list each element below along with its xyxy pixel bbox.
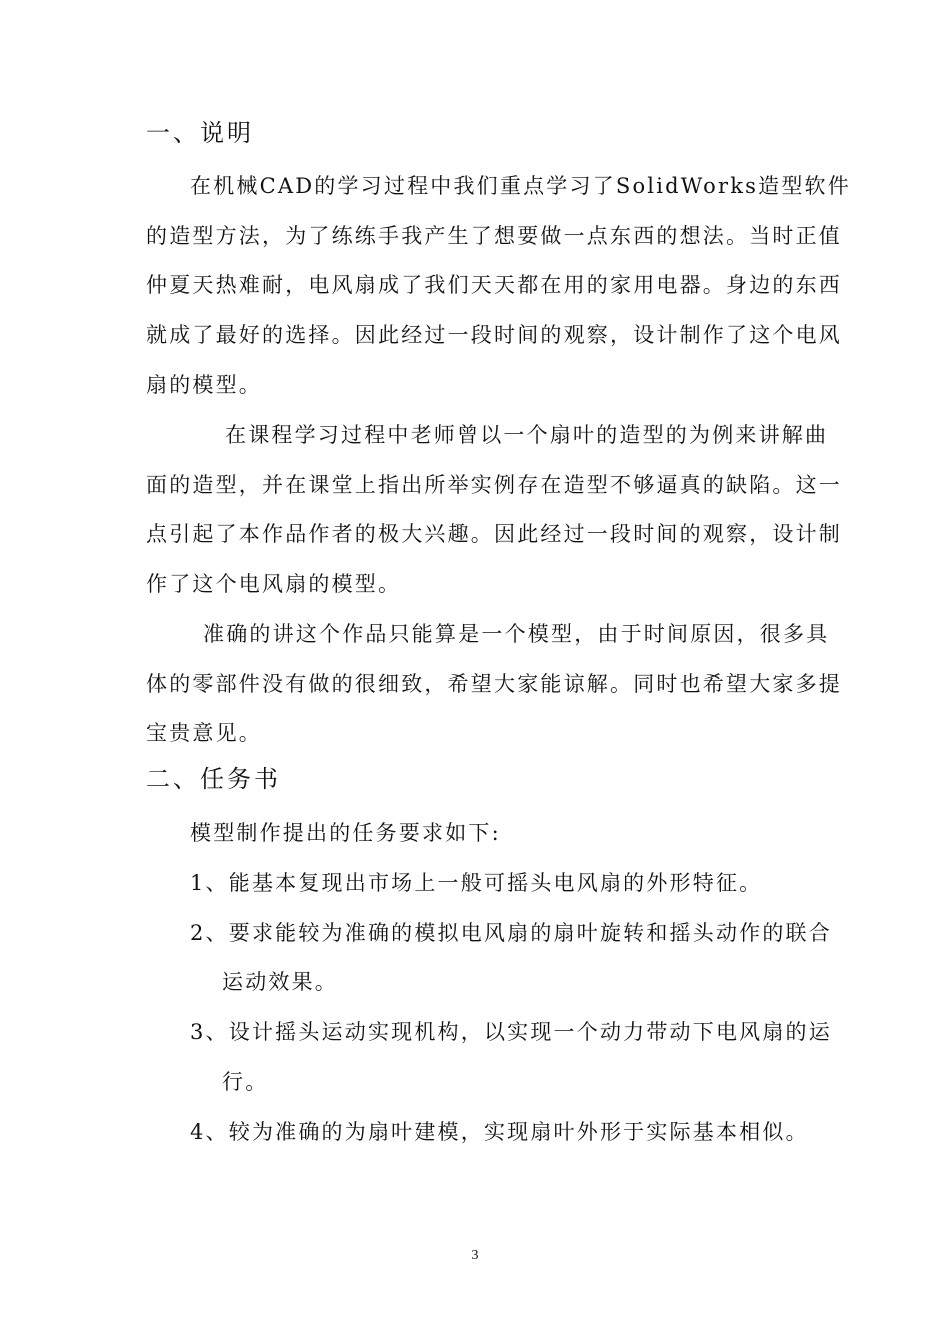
list-item: 3、设计摇头运动实现机构，以实现一个动力带动下电风扇的运	[190, 1020, 832, 1044]
page-number: 3	[471, 1248, 479, 1263]
paragraph-line: 面的造型，并在课堂上指出所举实例存在造型不够逼真的缺陷。这一	[146, 473, 842, 497]
paragraph-line: 扇的模型。	[146, 373, 262, 397]
list-item: 2、要求能较为准确的模拟电风扇的扇叶旋转和摇头动作的联合	[190, 921, 832, 945]
list-item-continuation: 运动效果。	[222, 970, 338, 994]
paragraph-line: 的造型方法，为了练练手我产生了想要做一点东西的想法。当时正值	[146, 224, 842, 248]
list-item: 4、较为准确的为扇叶建模，实现扇叶外形于实际基本相似。	[190, 1120, 809, 1144]
paragraph-line: 宝贵意见。	[146, 721, 262, 745]
paragraph-line: 在机械CAD的学习过程中我们重点学习了SolidWorks造型软件	[190, 174, 851, 198]
paragraph-line: 体的零部件没有做的很细致，希望大家能谅解。同时也希望大家多提	[146, 672, 842, 696]
paragraph-line: 就成了最好的选择。因此经过一段时间的观察，设计制作了这个电风	[146, 323, 842, 347]
paragraph-line: 在课程学习过程中老师曾以一个扇叶的造型的为例来讲解曲	[225, 423, 829, 447]
list-item: 1、能基本复现出市场上一般可摇头电风扇的外形特征。	[190, 871, 763, 895]
list-item-continuation: 行。	[222, 1070, 269, 1094]
paragraph-line: 准确的讲这个作品只能算是一个模型，由于时间原因，很多具	[203, 622, 830, 646]
paragraph-line: 仲夏天热难耐，电风扇成了我们天天都在用的家用电器。身边的东西	[146, 273, 842, 297]
task-intro: 模型制作提出的任务要求如下:	[190, 821, 501, 845]
paragraph-line: 点引起了本作品作者的极大兴趣。因此经过一段时间的观察，设计制	[146, 522, 842, 546]
section-heading-explanation: 一、说明	[146, 119, 254, 147]
section-heading-task-book: 二、任务书	[146, 765, 281, 793]
paragraph-line: 作了这个电风扇的模型。	[146, 572, 402, 596]
